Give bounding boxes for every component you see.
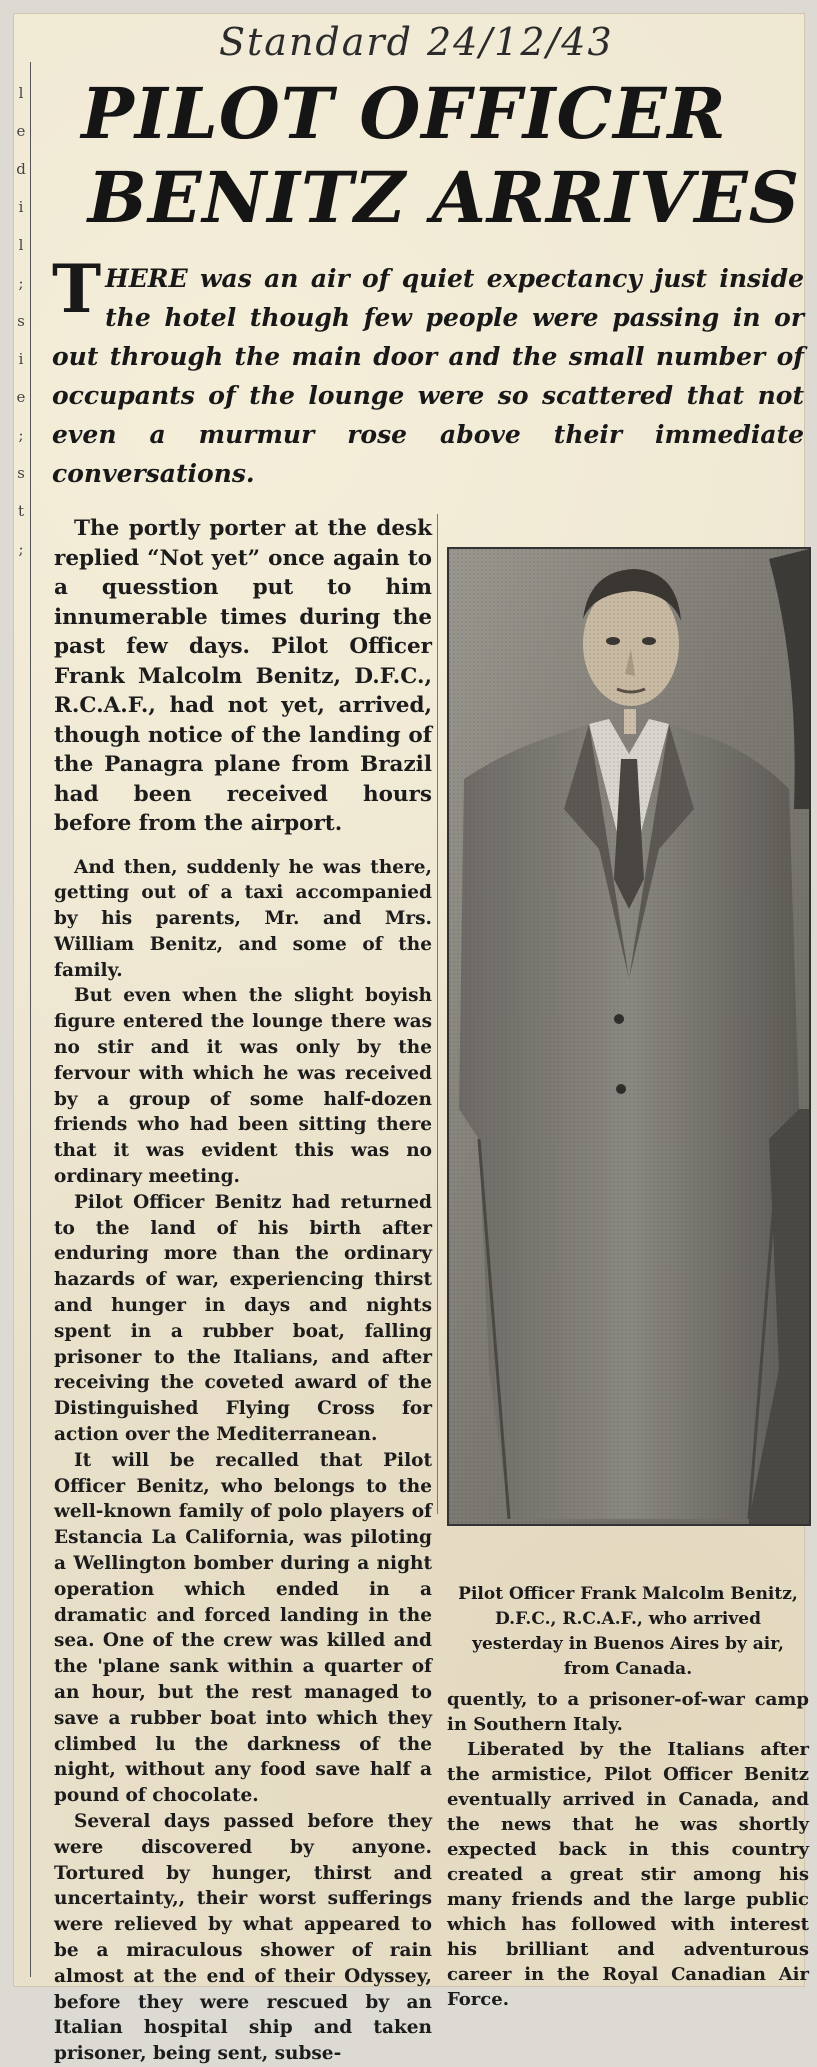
body-paragraph: Liberated by the Italians after the armistice, Pilot Officer Benitz eventually arrived in Canada, and the news that he was shortly expected back in this country created a great stir among his many friends and the large public which has followed with interest his brilliant and adventurous career in the Royal Canadian Air Force. [447,1739,809,2010]
headline-line-1: PILOT OFFICER [81,72,727,155]
photo-caption: Pilot Officer Frank Malcolm Benitz, D.F.C., R.C.A.F., who arrived yesterday in Buenos Aires by air, from Canada. [458,1584,798,1679]
portrait-illustration [449,549,809,1524]
portrait-photo [447,547,811,1526]
body-paragraph: quently, to a prisoner-of-war camp in Southern Italy. [447,1689,809,1735]
drop-cap: T [52,250,102,328]
left-column [54,514,432,2067]
margin-fragment-letters: l e d i l ; s i e ; s t ; [16,84,26,558]
lead-paragraph [52,250,804,493]
body-paragraph: It will be recalled that Pilot Officer Benitz, who belongs to the well-known family of polo players of Estancia La California, was piloting a Wellington bomber during a night operation which ended in a dramatic and forced landing in the sea. One of the crew was killed and the 'plane sank within a quarter of an hour, but the rest managed to save a rubber boat into which they climbed lu the darkness of the night, without any food save half a pound of chocolate. [54,1449,432,1807]
headline-line-2: BENITZ ARRIVES [87,156,801,239]
handwritten-date-note: Standard 24/12/43 [219,20,614,64]
left-margin-rule [30,62,31,1977]
column-rule [437,514,438,1514]
body-paragraph: Pilot Officer Benitz had returned to the land of his birth after enduring more than the ordinary hazards of war, experiencing thirst and hunger in days and nights spent in a rubber boat, falling prisoner to the Italians, and after receiving the coveted award of the Distinguished Flying Cross for action over the Mediterranean. [54,1191,432,1446]
body-paragraph: But even when the slight boyish figure entered the lounge there was no stir and it was only by the fervour with which he was received by a group of some half-dozen friends who had been sitting there that it was evident this was no ordinary meeting. [54,985,432,1188]
lead-text: HERE was an air of quiet expectancy just inside the hotel though few people were passing in or out through the main door and the small number of occupants of the lounge were so scattered that not even a murmur rose above their immediate conversations. [52,264,804,488]
body-paragraph: And then, suddenly he was there, getting out of a taxi accompanied by his parents, Mr. and Mrs. William Benitz, and some of the family. [54,856,432,981]
body-paragraph: Several days passed before they were discovered by anyone. Tortured by hunger, thirst and uncertainty,, their worst sufferings were relieved by what appeared to be a miraculous shower of rain almost at the end of their Odyssey, before they were rescued by an Italian hospital ship and taken prisoner, being sent, subse- [54,1810,432,2065]
newspaper-clipping [14,14,809,2065]
headline [44,72,804,240]
right-column [447,1687,809,2012]
body-paragraph: The portly porter at the desk replied “Not yet” once again to a quesstion put to him innumerable times during the past few days. Pilot Officer Frank Malcolm Benitz, D.F.C., R.C.A.F., had not yet, arrived, though notice of the landing of the Panagra plane from Brazil had been received hours before from the airport. [54,516,432,836]
